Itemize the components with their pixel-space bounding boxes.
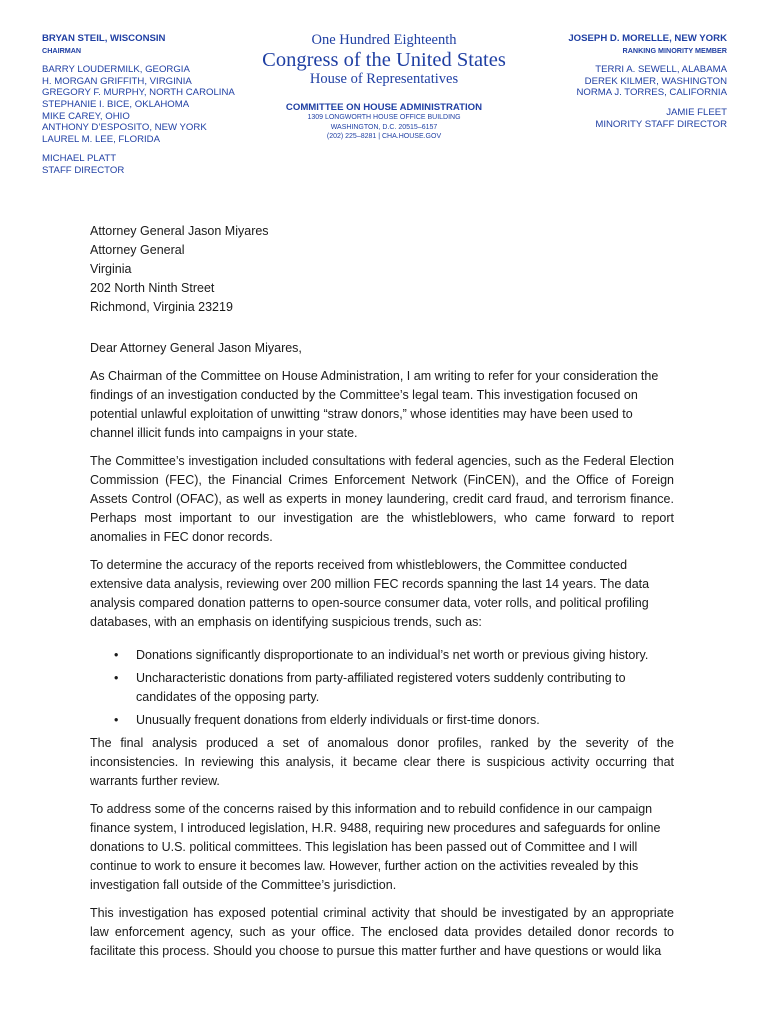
chairman-title: CHAIRMAN <box>42 45 82 55</box>
committee-contact: (202) 225–8281 | CHA.HOUSE.GOV <box>326 133 442 140</box>
recipient-address <box>90 222 674 317</box>
member-name: ANTHONY D’ESPOSITO, NEW YORK <box>42 122 207 134</box>
member-name: NORMA J. TORRES, CALIFORNIA <box>576 87 727 99</box>
paragraph-3: To determine the accuracy of the reports received from whistleblowers, the Committee conducted extensive data analysis, reviewing over 200 million FEC records spanning the last 14 years. The data analysis compared donation patterns to open-source consumer data, voter rolls, and political profiling databases, with an emphasis on identifying suspicious trends, such as: <box>90 558 650 629</box>
congress-number: One Hundred Eighteenth <box>311 32 457 48</box>
recipient-line: Richmond, Virginia 23219 <box>90 300 233 314</box>
list-item: • Unusually frequent donations from elderly individuals or first-time donors. <box>136 711 674 730</box>
member-name: TERRI A. SEWELL, ALABAMA <box>595 64 727 76</box>
member-name: MIKE CAREY, OHIO <box>42 110 130 122</box>
paragraph-4: The final analysis produced a set of anomalous donor profiles, ranked by the severity of the inconsistencies. In reviewing this analysis, it became clear there is suspicious activity occurring that warrants further review. <box>90 736 674 788</box>
criteria-list <box>90 646 674 730</box>
committee-address-line1: 1309 LONGWORTH HOUSE OFFICE BUILDING <box>307 114 461 121</box>
paragraph-1: As Chairman of the Committee on House Administration, I am writing to refer for your consideration the findings of an investigation conducted by the Committee’s legal team. This investigation focused on potential unlawful exploitation of unwitting “straw donors,” whose identities may have been used to channel illicit funds into campaigns in your state. <box>90 369 659 440</box>
congress-title: Congress of the United States <box>262 49 506 71</box>
member-name: DEREK KILMER, WASHINGTON <box>584 75 727 87</box>
member-name: STEPHANIE I. BICE, OKLAHOMA <box>42 98 190 110</box>
committee-name: COMMITTEE ON HOUSE ADMINISTRATION <box>285 102 483 113</box>
member-name: BARRY LOUDERMILK, GEORGIA <box>42 64 190 76</box>
minority-members-list <box>487 64 727 99</box>
letter-body <box>90 222 674 961</box>
ranking-member-title: RANKING MINORITY MEMBER <box>622 45 727 55</box>
recipient-line: 202 North Ninth Street <box>90 281 215 295</box>
paragraph-6: This investigation has exposed potential criminal activity that should be investigated by an appropriate law enforcement agency, such as your office. The enclosed data provides detailed donor records to facilitate this process. Should you choose to pursue this matter further and have questions or would lika <box>90 906 674 958</box>
recipient-line: Attorney General Jason Miyares <box>90 224 269 238</box>
ranking-member-name: JOSEPH D. MORELLE, NEW YORK <box>568 33 727 44</box>
majority-members-list <box>42 64 262 145</box>
minority-staff <box>487 107 727 130</box>
member-name: GREGORY F. MURPHY, NORTH CAROLINA <box>42 87 235 99</box>
letterhead-minority <box>487 33 727 130</box>
minority-staff-director-title: MINORITY STAFF DIRECTOR <box>595 118 727 130</box>
majority-staff <box>42 153 262 176</box>
member-name: H. MORGAN GRIFFITH, VIRGINIA <box>42 75 192 87</box>
letterhead-majority <box>42 33 262 177</box>
chairman-name: BRYAN STEIL, WISCONSIN <box>42 33 166 44</box>
committee-address-line2: WASHINGTON, D.C. 20515–6157 <box>330 123 438 131</box>
staff-director-name: MICHAEL PLATT <box>42 153 117 165</box>
list-item: • Donations significantly disproportionate to an individual’s net worth or previous giving history. <box>136 646 674 665</box>
recipient-line: Virginia <box>90 262 132 276</box>
paragraph-2: The Committee’s investigation included consultations with federal agencies, such as the Federal Election Commission (FEC), the Financial Crimes Enforcement Network (FinCEN), and the Office of Foreign Assets Control (OFAC), as well as experts in money laundering, credit card fraud, and terrorism finance. Perhaps most important to our investigation are the whistleblowers, who came forward to report anomalies in FEC donor records. <box>90 454 674 544</box>
list-item: • Uncharacteristic donations from party-affiliated registered voters suddenly contributing to candidates of the opposing party. <box>136 669 674 707</box>
staff-director-title: STAFF DIRECTOR <box>42 164 125 176</box>
minority-staff-director-name: JAMIE FLEET <box>666 106 727 118</box>
house-title: House of Representatives <box>309 71 459 87</box>
paragraph-5: To address some of the concerns raised by this information and to rebuild confidence in our campaign finance system, I introduced legislation, H.R. 9488, requiring new procedures and safeguards for online donations to U.S. political committees. This legislation has been passed out of Committee and I will continue to work to ensure it becomes law. However, further action on the activities revealed by this investigation fall outside of the Committee’s jurisdiction. <box>90 802 661 892</box>
recipient-line: Attorney General <box>90 243 185 257</box>
salutation: Dear Attorney General Jason Miyares, <box>90 341 302 355</box>
member-name: LAUREL M. LEE, FLORIDA <box>42 133 161 145</box>
